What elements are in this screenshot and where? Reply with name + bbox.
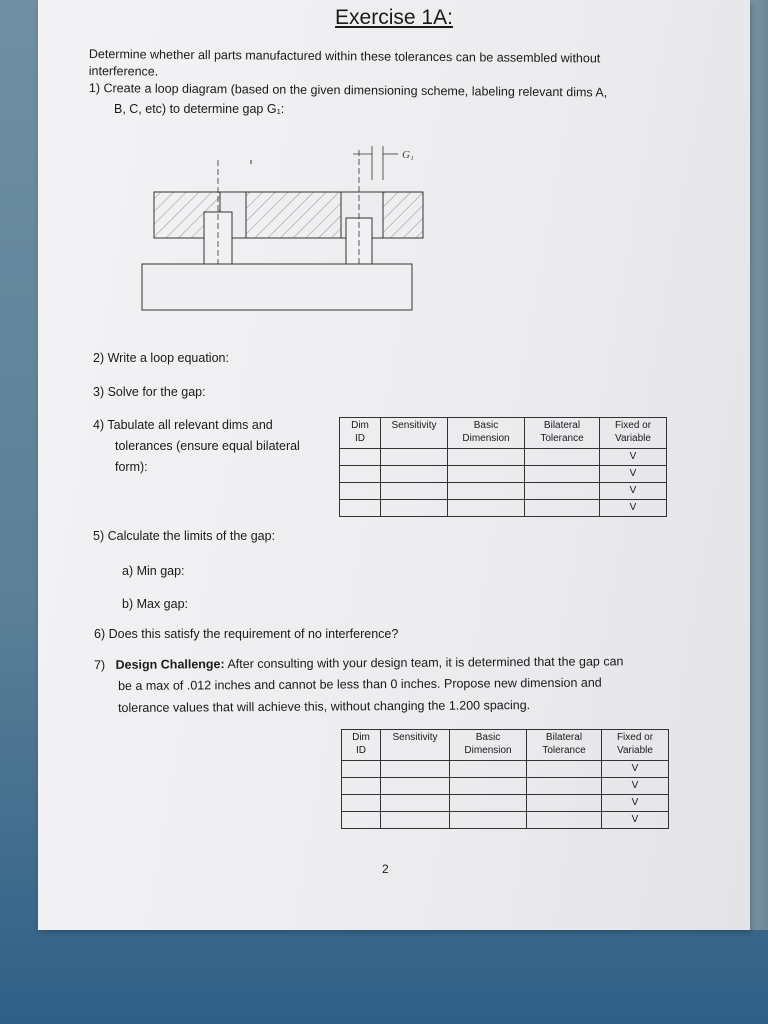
question-7-line2: be a max of .012 inches and cannot be less than 0 inches. Propose new dimension and [118,675,602,693]
worksheet-page [38,0,750,930]
question-6: 6) Does this satisfy the requirement of no interference? [94,627,399,641]
desk-background [750,0,768,930]
gap-dimension-mark [353,146,414,180]
question-5: 5) Calculate the limits of the gap: [93,529,276,543]
tolerance-table-2 [341,729,669,829]
question-5b: b) Max gap: [122,597,189,611]
question-5a: a) Min gap: [122,564,185,578]
table-row: V [340,483,667,500]
question-3: 3) Solve for the gap: [93,385,206,399]
table-row: V [340,466,667,483]
design-challenge-label: Design Challenge: [115,657,225,672]
page-number: 2 [382,862,389,876]
header-dim-id: Dim ID [342,730,381,761]
table-row: V [342,812,669,829]
header-fixed-variable: Fixed or Variable [602,730,669,761]
page-title: Exercise 1A: [335,6,453,29]
question-1-line1: 1) Create a loop diagram (based on the given dimensioning scheme, labeling relevant dims A, [88,80,608,100]
assembly-drawing [98,140,428,320]
gap-label: G₁ [402,149,414,161]
header-fixed-variable: Fixed or Variable [600,418,667,449]
tolerance-table-1 [339,417,667,517]
header-bilateral-tolerance: Bilateral Tolerance [527,730,602,761]
base-block [142,264,412,310]
table-row: V [340,500,667,517]
question-2: 2) Write a loop equation: [93,351,229,365]
header-sensitivity: Sensitivity [381,730,450,761]
question-4-line1: 4) Tabulate all relevant dims and [93,418,273,432]
table-row: V [342,795,669,812]
question-7-line1: 7) Design Challenge: After consulting with your design team, it is determined that the gap can [94,654,624,672]
table-header-row [342,730,669,761]
question-4-line3: form): [115,460,148,474]
header-basic-dimension: Basic Dimension [450,730,527,761]
question-4-line2: tolerances (ensure equal bilateral [115,439,300,453]
table-header-row [340,418,667,449]
table-row: V [340,449,667,466]
table-row: V [342,778,669,795]
intro-text: Determine whether all parts manufactured within these tolerances can be assembled without interference. [88,46,601,79]
header-bilateral-tolerance: Bilateral Tolerance [525,418,600,449]
table-row: V [342,761,669,778]
question-1-line2: B, C, etc) to determine gap G₁: [114,102,285,116]
header-sensitivity: Sensitivity [381,418,448,449]
question-7-line3: tolerance values that will achieve this, without changing the 1.200 spacing. [118,698,531,715]
header-basic-dimension: Basic Dimension [448,418,525,449]
header-dim-id: Dim ID [340,418,381,449]
